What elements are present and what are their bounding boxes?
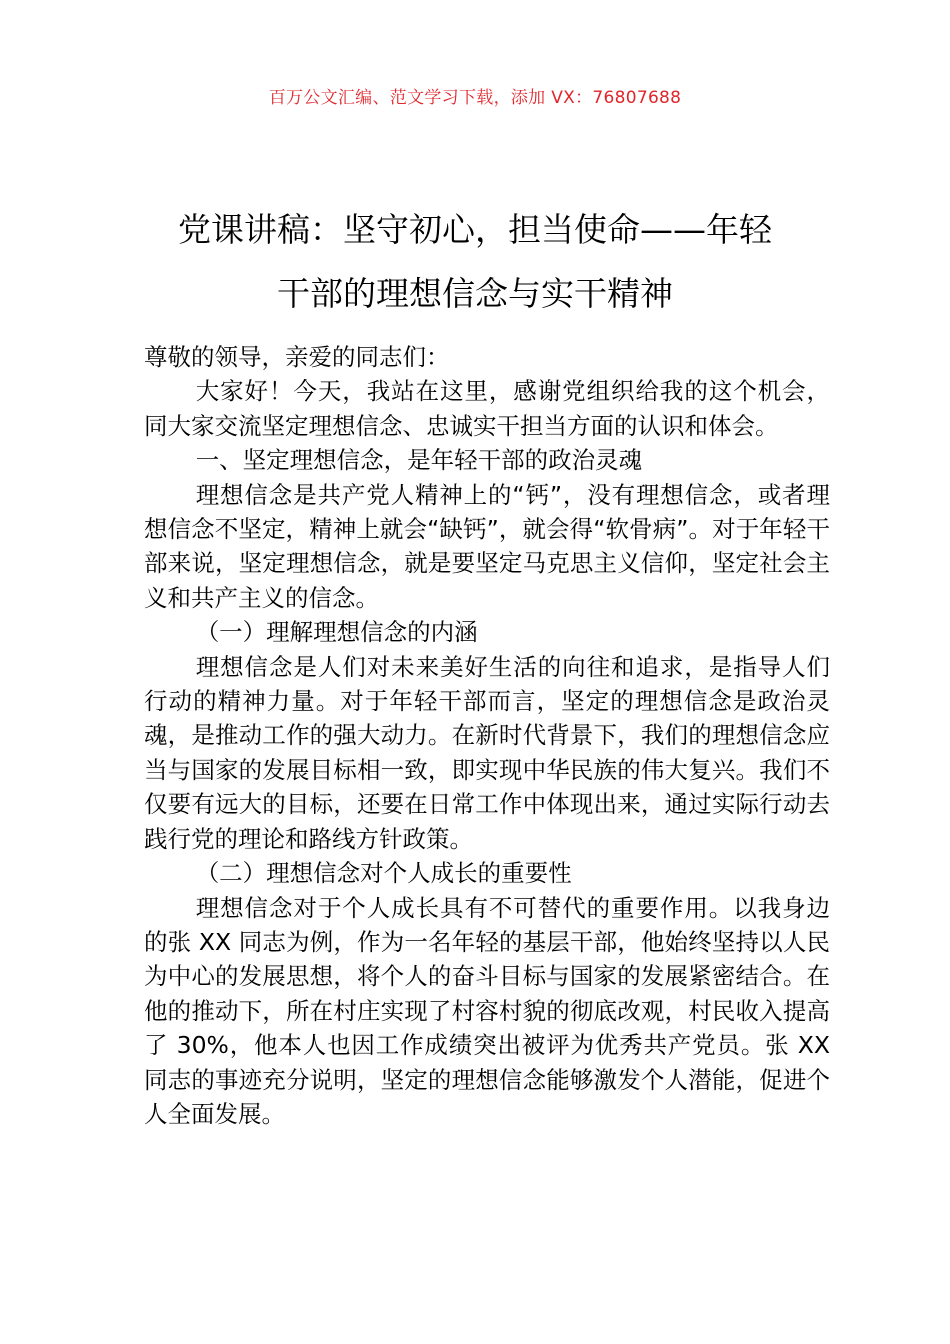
section-1-heading: 一、坚定理想信念，是年轻干部的政治灵魂 (195, 446, 643, 475)
watermark-banner: 百万公文汇编、范文学习下载，添加 VX：76807688 (268, 88, 682, 108)
document-title (120, 198, 830, 326)
document-body (144, 340, 830, 1131)
section-1-paragraph: 理想信念是共产党人精神上的“钙”，没有理想信念，或者理想信念不坚定，精神上就会“缺钙”，就会得“软骨病”。对于年轻干部来说，坚定理想信念，就是要坚定马克思主义信仰，坚定社会主义和共产主义的信念。 (144, 480, 830, 612)
subsection-2-heading: （二）理想信念对个人成长的重要性 (195, 859, 572, 888)
subsection-1-heading: （一）理解理想信念的内涵 (195, 618, 478, 647)
subsection-1-paragraph: 理想信念是人们对未来美好生活的向往和追求，是指导人们行动的精神力量。对于年轻干部而言，坚定的理想信念是政治灵魂，是推动工作的强大动力。在新时代背景下，我们的理想信念应当与国家的发展目标相一致，即实现中华民族的伟大复兴。我们不仅要有远大的目标，还要在日常工作中体现出来，通过实际行动去践行党的理论和路线方针政策。 (144, 652, 830, 853)
intro-paragraph: 大家好！今天，我站在这里，感谢党组织给我的这个机会，同大家交流坚定理想信念、忠诚实干担当方面的认识和体会。 (144, 377, 830, 440)
title-line-1: 党课讲稿：坚守初心，担当使命——年轻 (178, 210, 772, 250)
title-line-2: 干部的理想信念与实干精神 (277, 274, 673, 314)
salutation: 尊敬的领导，亲爱的同志们： (144, 343, 450, 371)
subsection-2-paragraph: 理想信念对于个人成长具有不可替代的重要作用。以我身边的张 XX 同志为例，作为一名年轻的基层干部，他始终坚持以人民为中心的发展思想，将个人的奋斗目标与国家的发展紧密结合。在他的推动下，所在村庄实现了村容村貌的彻底改观，村民收入提高了 30%，他本人也因工作成绩突出被评为优秀共产党员。张 XX 同志的事迹充分说明，坚定的理想信念能够激发个人潜能，促进个人全面发展。 (144, 893, 830, 1128)
